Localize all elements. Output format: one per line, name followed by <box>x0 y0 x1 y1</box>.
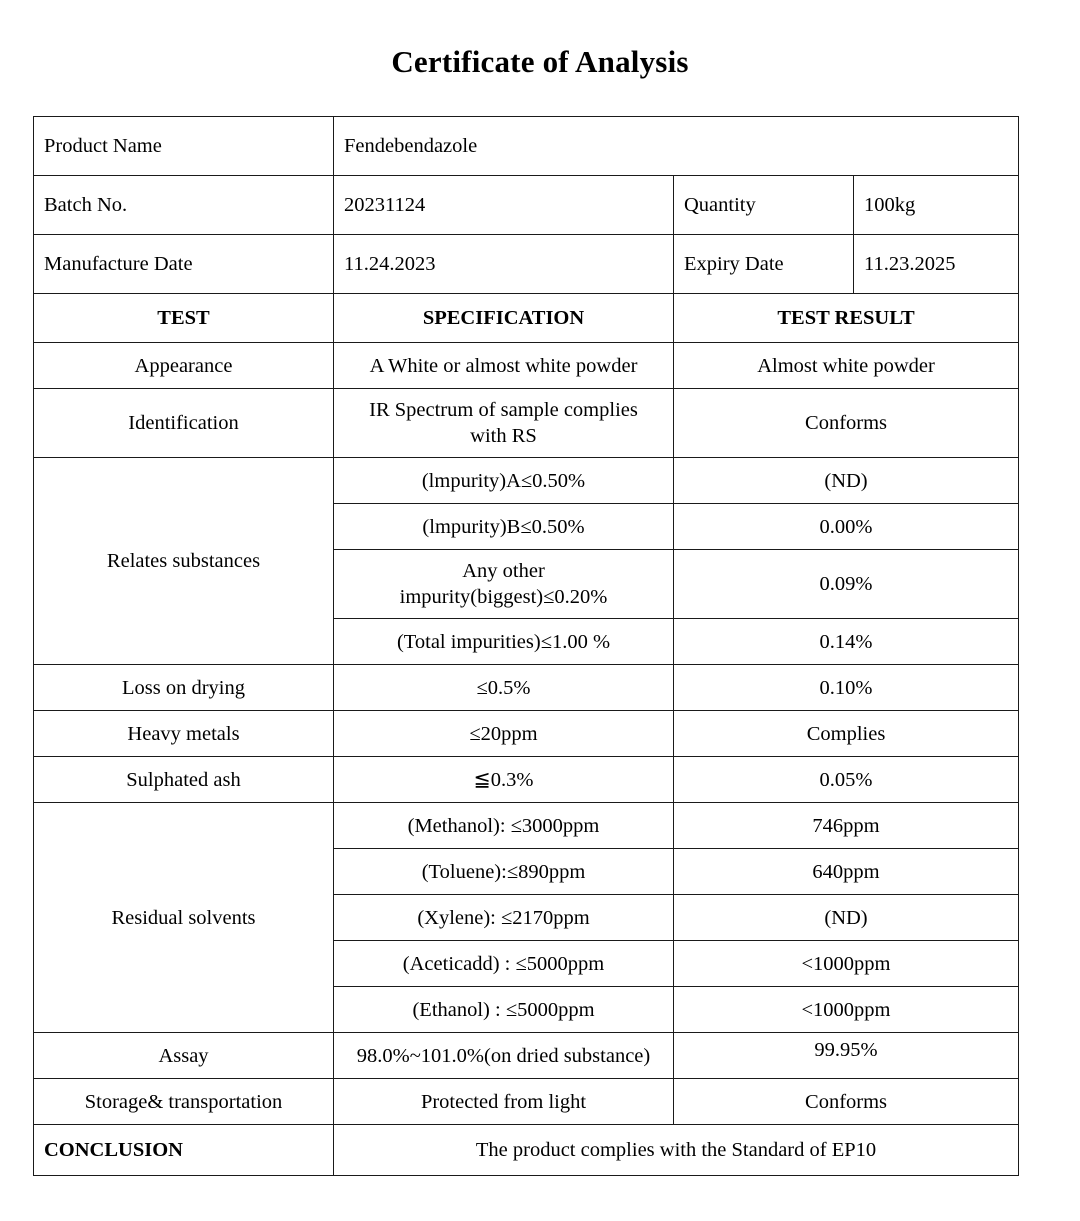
specification-xylene: (Xylene): ≤2170ppm <box>334 895 674 941</box>
result-heavy-metals: Complies <box>674 711 1019 757</box>
specification-any-other-impurity <box>334 550 674 619</box>
result-sulphated-ash: 0.05% <box>674 757 1019 803</box>
result-identification: Conforms <box>674 389 1019 458</box>
table-row-relates-substances-1 <box>34 458 1019 504</box>
specification-impurity-b: (lmpurity)B≤0.50% <box>334 504 674 550</box>
result-total-impurities: 0.14% <box>674 619 1019 665</box>
specification-toluene: (Toluene):≤890ppm <box>334 849 674 895</box>
result-methanol: 746ppm <box>674 803 1019 849</box>
specification-loss-on-drying: ≤0.5% <box>334 665 674 711</box>
column-header-test: TEST <box>34 294 334 343</box>
test-name-assay: Assay <box>34 1033 334 1079</box>
column-header-specification: SPECIFICATION <box>334 294 674 343</box>
result-assay-value: 99.95% <box>814 1038 878 1061</box>
specification-identification-line2: with RS <box>470 425 537 448</box>
result-assay <box>674 1033 1019 1079</box>
specification-any-other-impurity-line2: impurity(biggest)≤0.20% <box>399 586 608 609</box>
table-row-sulphated-ash <box>34 757 1019 803</box>
test-name-residual-solvents: Residual solvents <box>34 803 334 1033</box>
specification-heavy-metals: ≤20ppm <box>334 711 674 757</box>
batch-no-value: 20231124 <box>334 176 674 235</box>
specification-storage-transportation: Protected from light <box>334 1079 674 1125</box>
table-row-storage-transportation <box>34 1079 1019 1125</box>
table-row-conclusion <box>34 1125 1019 1176</box>
batch-no-label: Batch No. <box>34 176 334 235</box>
table-row-loss-on-drying <box>34 665 1019 711</box>
specification-any-other-impurity-line1: Any other <box>462 559 545 582</box>
specification-sulphated-ash: ≦0.3% <box>334 757 674 803</box>
page-title: Certificate of Analysis <box>391 44 689 79</box>
specification-impurity-a: (lmpurity)A≤0.50% <box>334 458 674 504</box>
conclusion-text: The product complies with the Standard of EP10 <box>334 1125 1019 1176</box>
manufacture-date-value: 11.24.2023 <box>334 235 674 294</box>
test-name-storage-transportation: Storage& transportation <box>34 1079 334 1125</box>
result-impurity-b: 0.00% <box>674 504 1019 550</box>
result-impurity-a: (ND) <box>674 458 1019 504</box>
specification-methanol: (Methanol): ≤3000ppm <box>334 803 674 849</box>
certificate-table <box>33 116 1019 1176</box>
table-row-residual-solvents-1 <box>34 803 1019 849</box>
test-name-relates-substances: Relates substances <box>34 458 334 665</box>
table-row-batch-no <box>34 176 1019 235</box>
specification-ethanol: (Ethanol) : ≤5000ppm <box>334 987 674 1033</box>
table-row-identification <box>34 389 1019 458</box>
specification-total-impurities: (Total impurities)≤1.00 % <box>334 619 674 665</box>
product-name-value: Fendebendazole <box>334 117 1019 176</box>
table-row-product-name <box>34 117 1019 176</box>
table-row-assay <box>34 1033 1019 1079</box>
specification-assay: 98.0%~101.0%(on dried substance) <box>334 1033 674 1079</box>
expiry-date-value: 11.23.2025 <box>854 235 1019 294</box>
table-row-appearance <box>34 343 1019 389</box>
column-header-test-result: TEST RESULT <box>674 294 1019 343</box>
conclusion-label: CONCLUSION <box>34 1125 334 1176</box>
result-storage-transportation: Conforms <box>674 1079 1019 1125</box>
specification-acetic-acid: (Aceticadd) : ≤5000ppm <box>334 941 674 987</box>
specification-identification-line1: IR Spectrum of sample complies <box>369 398 638 421</box>
result-loss-on-drying: 0.10% <box>674 665 1019 711</box>
result-any-other-impurity: 0.09% <box>674 550 1019 619</box>
result-toluene: 640ppm <box>674 849 1019 895</box>
product-name-label: Product Name <box>34 117 334 176</box>
quantity-label: Quantity <box>674 176 854 235</box>
result-acetic-acid: <1000ppm <box>674 941 1019 987</box>
specification-appearance: A White or almost white powder <box>334 343 674 389</box>
test-name-loss-on-drying: Loss on drying <box>34 665 334 711</box>
table-header-row <box>34 294 1019 343</box>
table-row-manufacture-date <box>34 235 1019 294</box>
test-name-sulphated-ash: Sulphated ash <box>34 757 334 803</box>
result-xylene: (ND) <box>674 895 1019 941</box>
test-name-heavy-metals: Heavy metals <box>34 711 334 757</box>
expiry-date-label: Expiry Date <box>674 235 854 294</box>
test-name-appearance: Appearance <box>34 343 334 389</box>
specification-identification <box>334 389 674 458</box>
table-row-heavy-metals <box>34 711 1019 757</box>
quantity-value: 100kg <box>854 176 1019 235</box>
result-appearance: Almost white powder <box>674 343 1019 389</box>
result-ethanol: <1000ppm <box>674 987 1019 1033</box>
manufacture-date-label: Manufacture Date <box>34 235 334 294</box>
test-name-identification: Identification <box>34 389 334 458</box>
